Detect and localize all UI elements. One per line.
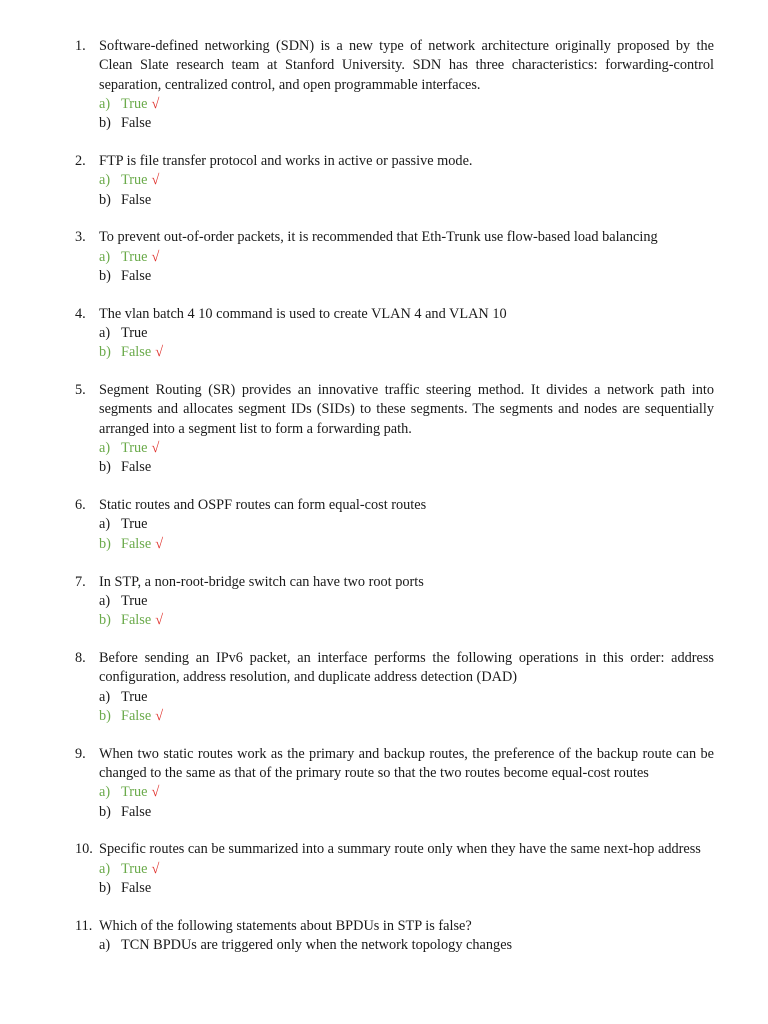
option-label: True: [121, 688, 148, 705]
question-body: Specific routes can be summarized into a summary route only when they have the same next-hop address: [99, 841, 701, 858]
option-label: True: [121, 248, 148, 265]
checkmark-icon: √: [155, 535, 164, 552]
question-item: [0, 840, 768, 898]
option-letter: b): [99, 344, 111, 361]
option-letter: a): [99, 592, 111, 609]
checkmark-icon: √: [155, 344, 164, 361]
question-text: [0, 496, 714, 515]
option-label: False: [121, 612, 152, 629]
answer-option-correct: [0, 343, 768, 362]
question-body: The vlan batch 4 10 command is used to create VLAN 4 and VLAN 10: [99, 305, 507, 322]
answer-option-correct: [0, 95, 768, 114]
answer-option: [0, 803, 768, 822]
question-number: 5.: [75, 382, 86, 399]
answer-option: [0, 114, 768, 133]
answer-option-correct: [0, 611, 768, 630]
question-body: FTP is file transfer protocol and works in active or passive mode.: [99, 152, 473, 169]
checkmark-icon: √: [155, 707, 164, 724]
question-item: [0, 37, 768, 133]
option-label: True: [121, 860, 148, 877]
option-letter: a): [99, 440, 111, 457]
question-item: [0, 496, 768, 554]
option-label: True: [121, 592, 148, 609]
question-body: Segment Routing (SR) provides an innovative traffic steering method. It divides a network path into segments and allocates segment IDs (SIDs) to these segments. The segments and nodes are sequentially arranged into a segment list to form a forwarding path.: [99, 382, 714, 437]
checkmark-icon: √: [151, 172, 160, 189]
question-number: 8.: [75, 649, 86, 666]
question-text: [0, 305, 714, 324]
option-label: True: [121, 325, 148, 342]
question-text: [0, 381, 714, 439]
question-body: Which of the following statements about BPDUs in STP is false?: [99, 917, 472, 934]
answer-option: [0, 936, 768, 955]
option-label: TCN BPDUs are triggered only when the network topology changes: [121, 936, 513, 953]
option-letter: a): [99, 172, 111, 189]
question-item: [0, 649, 768, 726]
option-letter: a): [99, 860, 111, 877]
option-letter: b): [99, 535, 111, 552]
option-letter: a): [99, 936, 111, 953]
question-number: 7.: [75, 573, 86, 590]
option-letter: a): [99, 516, 111, 533]
question-number: 4.: [75, 305, 86, 322]
question-item: [0, 917, 768, 956]
answer-option: [0, 515, 768, 534]
question-body: Static routes and OSPF routes can form equal-cost routes: [99, 497, 427, 514]
answer-option-correct: [0, 860, 768, 879]
option-label: False: [121, 267, 152, 284]
answer-option-correct: [0, 707, 768, 726]
question-text: [0, 649, 714, 688]
question-text: [0, 37, 714, 95]
question-body: Before sending an IPv6 packet, an interface performs the following operations in this order: address configuration, address resolution, and duplicate address detection (DAD): [99, 649, 714, 686]
question-item: [0, 381, 768, 477]
option-label: True: [121, 172, 148, 189]
option-label: True: [121, 95, 148, 112]
option-letter: b): [99, 115, 111, 132]
option-letter: a): [99, 688, 111, 705]
option-label: False: [121, 535, 152, 552]
option-letter: a): [99, 784, 111, 801]
answer-option: [0, 267, 768, 286]
question-number: 3.: [75, 229, 86, 246]
option-letter: b): [99, 191, 111, 208]
option-letter: b): [99, 267, 111, 284]
checkmark-icon: √: [151, 248, 160, 265]
question-text: [0, 840, 714, 859]
question-item: [0, 573, 768, 631]
question-number: 6.: [75, 497, 86, 514]
question-text: [0, 917, 714, 936]
option-label: True: [121, 440, 148, 457]
checkmark-icon: √: [151, 784, 160, 801]
question-item: [0, 305, 768, 363]
question-body: When two static routes work as the primary and backup routes, the preference of the backup route can be changed to the same as that of the primary route so that the two routes become equal-cost routes: [99, 745, 714, 781]
question-item: [0, 152, 768, 210]
checkmark-icon: √: [151, 860, 160, 877]
option-label: False: [121, 115, 152, 132]
question-item: [0, 745, 768, 822]
option-label: False: [121, 459, 152, 476]
answer-option-correct: [0, 171, 768, 190]
answer-option: [0, 324, 768, 343]
option-letter: b): [99, 803, 111, 820]
checkmark-icon: √: [151, 95, 160, 112]
question-number: 1.: [75, 38, 86, 54]
option-letter: a): [99, 248, 111, 265]
question-body: Software-defined networking (SDN) is a new type of network architecture originally proposed by the Clean Slate research team at Stanford University. SDN has three characteristics: forwarding-control separation, centralized control, and open programmable interfaces.: [99, 38, 714, 93]
question-number: 2.: [75, 152, 86, 169]
question-body: In STP, a non-root-bridge switch can have two root ports: [99, 573, 424, 590]
answer-option: [0, 592, 768, 611]
option-letter: b): [99, 459, 111, 476]
question-number: 11.: [75, 917, 93, 934]
option-label: False: [121, 879, 152, 896]
option-letter: b): [99, 707, 111, 724]
checkmark-icon: √: [155, 612, 164, 629]
option-letter: a): [99, 95, 111, 112]
answer-option-correct: [0, 248, 768, 267]
answer-option: [0, 879, 768, 898]
question-text: [0, 228, 714, 247]
option-label: False: [121, 344, 152, 361]
question-item: [0, 228, 768, 286]
option-label: False: [121, 191, 152, 208]
answer-option-correct: [0, 535, 768, 554]
answer-option-correct: [0, 783, 768, 802]
answer-option-correct: [0, 439, 768, 458]
answer-option: [0, 458, 768, 477]
question-number: 9.: [75, 745, 86, 762]
answer-option: [0, 688, 768, 707]
option-letter: a): [99, 325, 111, 342]
option-label: False: [121, 707, 152, 724]
question-text: [0, 745, 714, 784]
question-text: [0, 573, 714, 592]
option-label: False: [121, 803, 152, 820]
question-number: 10.: [75, 841, 93, 858]
question-document: [0, 37, 768, 974]
checkmark-icon: √: [151, 440, 160, 457]
answer-option: [0, 191, 768, 210]
option-label: True: [121, 784, 148, 801]
question-body: To prevent out-of-order packets, it is recommended that Eth-Trunk use flow-based load balancing: [99, 229, 658, 246]
option-letter: b): [99, 612, 111, 629]
option-letter: b): [99, 879, 111, 896]
option-label: True: [121, 516, 148, 533]
question-text: [0, 152, 714, 171]
